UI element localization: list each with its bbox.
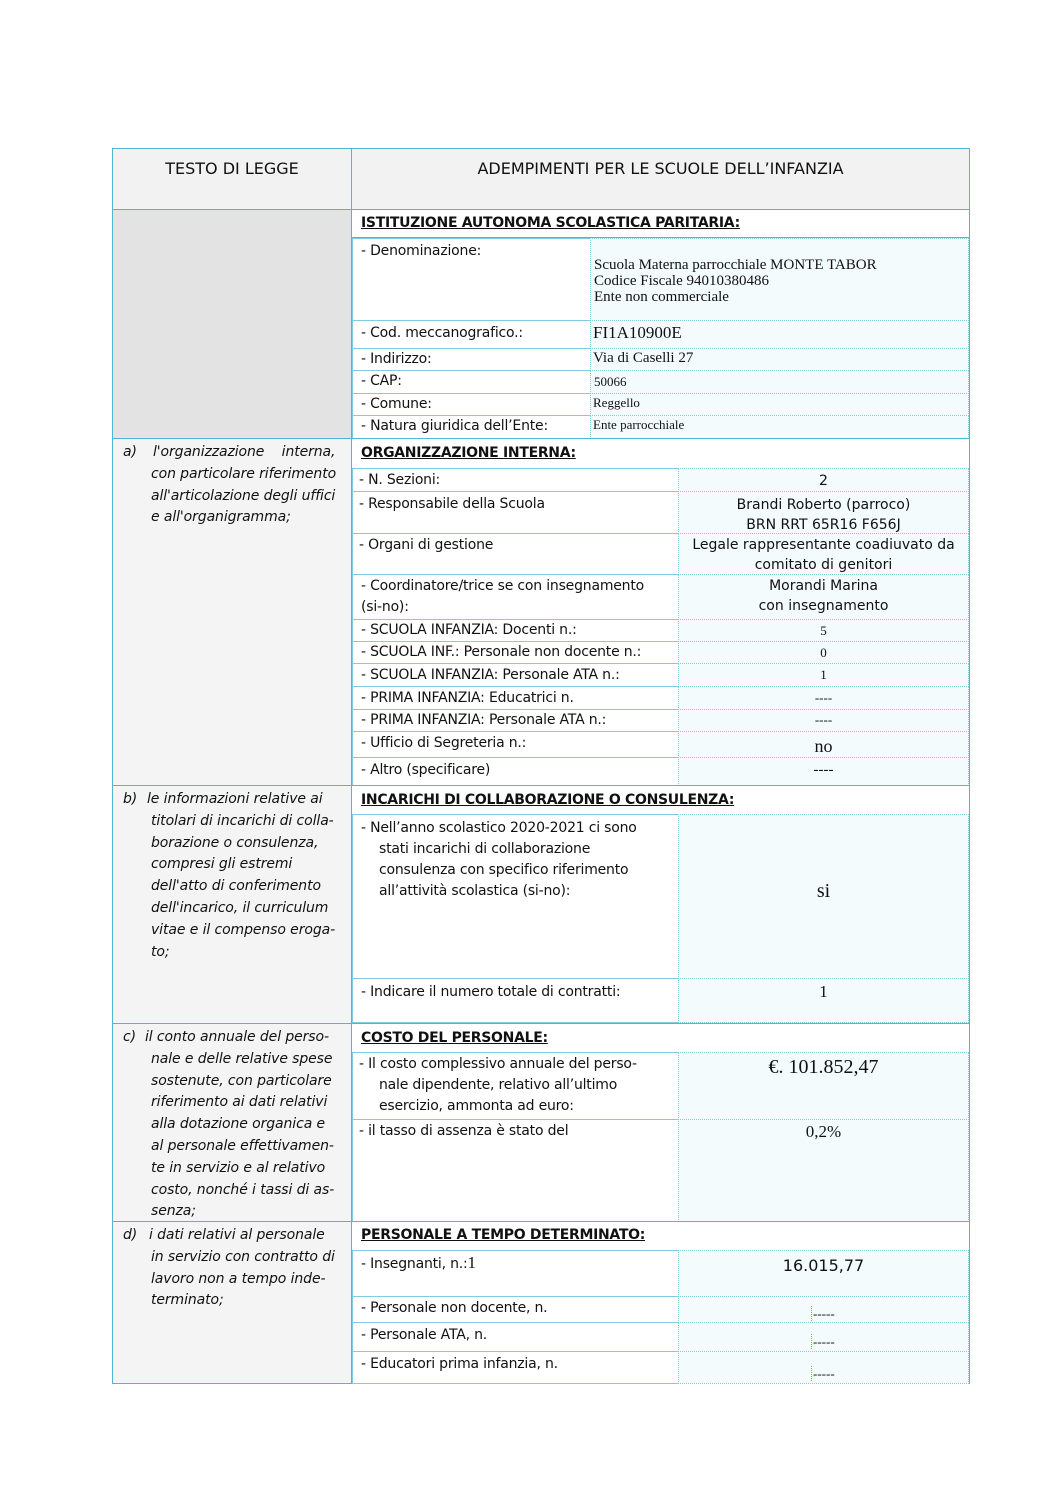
value-personale-non-docente: 0: [678, 641, 969, 664]
istituzione-title: ISTITUZIONE AUTONOMA SCOLASTICA PARITARIA:: [361, 215, 740, 231]
value-coordinatore: Morandi Marina con insegnamento: [678, 574, 969, 620]
law-a-line: all'articolazione degli uffici: [151, 487, 336, 504]
label-organi-gestione: - Organi di gestione: [352, 533, 679, 575]
tempo-determinato-title: PERSONALE A TEMPO DETERMINATO:: [361, 1227, 646, 1243]
law-cell-c: c) il conto annuale del perso- nale e delle relative spese sostenute, con particolare riferimento ai dati relativi alla dotazione organica e al personale effettivamen- te in servizio e al relativo costo, nonché i tassi di as- senza;: [112, 1023, 352, 1222]
label-coordinatore: - Coordinatore/trice se con insegnamento (si-no):: [352, 574, 679, 620]
value-cod-meccanografico: FI1A10900E: [590, 320, 969, 349]
value-costo-complessivo: €. 101.852,47: [678, 1052, 969, 1120]
value-denominazione: [590, 238, 969, 321]
value-educatori-prima-infanzia: -----: [678, 1351, 969, 1384]
value-td-personale-ata: -----: [678, 1322, 969, 1352]
label-segreteria: - Ufficio di Segreteria n.:: [352, 731, 679, 758]
law-cell-b: b) le informazioni relative ai titolari di incarichi di colla- borazione o consulenza, compresi gli estremi dell'atto di conferimento dell'incarico, il curriculum vitae e il compenso eroga- to;: [112, 785, 352, 1024]
label-insegnanti: - Insegnanti, n.:1: [352, 1250, 679, 1297]
value-incarichi-si-no: si: [678, 814, 969, 979]
label-natura-giuridica: - Natura giuridica dell’Ente:: [352, 415, 591, 439]
label-td-personale-non-docente: - Personale non docente, n.: [352, 1296, 679, 1323]
label-personale-ata: - SCUOLA INFANZIA: Personale ATA n.:: [352, 663, 679, 687]
label-comune: - Comune:: [352, 393, 591, 416]
value-organi-gestione: Legale rappresentante coadiuvato da comitato di genitori: [678, 533, 969, 575]
value-educatrici: ----: [678, 686, 969, 710]
denominazione-line-1: Scuola Materna parrocchiale MONTE TABOR: [594, 257, 877, 273]
label-td-personale-ata: - Personale ATA, n.: [352, 1322, 679, 1352]
law-b-first-line: b) le informazioni relative ai: [123, 791, 323, 807]
law-a-line: con particolare riferimento: [151, 465, 337, 482]
law-a-first-line: a) l'organizzazione interna,: [123, 444, 336, 460]
value-comune: Reggello: [590, 393, 969, 416]
label-costo-complessivo: - Il costo complessivo annuale del perso- nale dipendente, relativo all’ultimo esercizio, ammonta ad euro:: [352, 1052, 679, 1120]
value-docenti: 5: [678, 619, 969, 642]
label-personale-non-docente: - SCUOLA INF.: Personale non docente n.:: [352, 641, 679, 664]
law-d-first-line: d) i dati relativi al personale: [123, 1227, 325, 1243]
value-numero-contratti: 1: [678, 978, 969, 1023]
law-c-first-line: c) il conto annuale del perso-: [123, 1029, 329, 1045]
ente-type: Ente non commerciale: [594, 289, 729, 305]
value-personale-ata: 1: [678, 663, 969, 687]
label-numero-contratti: - Indicare il numero totale di contratti:: [352, 978, 679, 1023]
value-natura-giuridica: Ente parrocchiale: [590, 415, 969, 439]
label-docenti: - SCUOLA INFANZIA: Docenti n.:: [352, 619, 679, 642]
value-segreteria: no: [678, 731, 969, 758]
value-responsabile: Brandi Roberto (parroco) BRN RRT 65R16 F656J: [678, 491, 969, 534]
label-cap: - CAP:: [352, 370, 591, 394]
law-cell-d: d) i dati relativi al personale in servizio con contratto di lavoro non a tempo inde- terminato;: [112, 1221, 352, 1384]
law-a-line: e all'organigramma;: [151, 509, 291, 526]
value-td-personale-non-docente: -----: [678, 1296, 969, 1323]
label-educatrici: - PRIMA INFANZIA: Educatrici n.: [352, 686, 679, 710]
value-cap: 50066: [590, 370, 969, 394]
label-n-sezioni: - N. Sezioni:: [352, 468, 679, 492]
label-tasso-assenza: - il tasso di assenza è stato del: [352, 1119, 679, 1222]
label-educatori-prima-infanzia: - Educatori prima infanzia, n.: [352, 1351, 679, 1384]
value-tasso-assenza: 0,2%: [678, 1119, 969, 1222]
value-insegnanti: 16.015,77: [678, 1250, 969, 1297]
label-altro: - Altro (specificare): [352, 757, 679, 786]
header-col-duties: [351, 148, 970, 210]
value-n-sezioni: 2: [678, 468, 969, 492]
label-cod-meccanografico: - Cod. meccanografico.:: [352, 320, 591, 349]
law-cell-a: [112, 438, 352, 786]
codice-fiscale: Codice Fiscale 94010380486: [594, 273, 769, 289]
organizzazione-title: ORGANIZZAZIONE INTERNA:: [361, 445, 576, 461]
header-col-law: [112, 148, 352, 210]
value-indirizzo: Via di Caselli 27: [590, 348, 969, 371]
incarichi-title: INCARICHI DI COLLABORAZIONE O CONSULENZA:: [361, 792, 735, 808]
value-altro: ----: [678, 757, 969, 786]
label-responsabile: - Responsabile della Scuola: [352, 491, 679, 534]
label-denominazione: - Denominazione:: [352, 238, 591, 321]
value-prima-infanzia-ata: ----: [678, 709, 969, 732]
header-duties-title: ADEMPIMENTI PER LE SCUOLE DELL’INFANZIA: [477, 159, 844, 178]
costo-title: COSTO DEL PERSONALE:: [361, 1030, 548, 1046]
label-incarichi-si-no: - Nell’anno scolastico 2020-2021 ci sono stati incarichi di collaborazione consulenza con specifico riferimento all’attività scolastica (si-no):: [352, 814, 679, 979]
law-cell-empty: [112, 209, 352, 439]
label-prima-infanzia-ata: - PRIMA INFANZIA: Personale ATA n.:: [352, 709, 679, 732]
header-law-title: TESTO DI LEGGE: [165, 159, 299, 178]
label-indirizzo: - Indirizzo:: [352, 348, 591, 371]
